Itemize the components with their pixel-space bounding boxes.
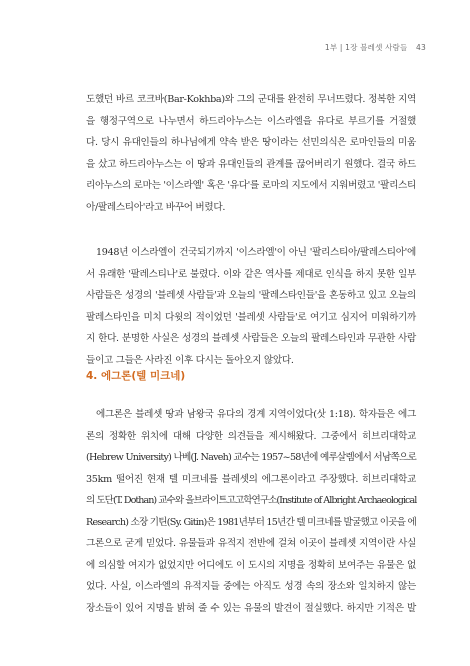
section-heading: 4. 에그론(텔 미크네) — [86, 370, 186, 382]
paragraph-line: 었다. 사실, 이스라엘의 유적지들 중에는 아직도 성경 속의 장소와 일치하지 않는 — [86, 581, 416, 592]
page-number: 43 — [416, 43, 426, 52]
paragraph-3 — [86, 404, 416, 619]
paragraph-line: 지 한다. 분명한 사실은 성경의 블레셋 사람들은 오늘의 팔레스타인과 무관한 사람 — [86, 333, 416, 344]
paragraph-line: Research) 소장 기틴(Sy. Gitin)은 1981년부터 15년간 텔 미크네를 발굴했고 이곳을 에 — [86, 516, 417, 528]
paragraph-1 — [86, 89, 416, 218]
paragraph-line: 장소들이 있어 지명을 밝혀 줄 수 있는 유물의 발견이 절실했다. 하지만 기적은 발 — [86, 602, 416, 614]
paragraph-line: 아/팔레스티아'라고 바꾸어 버렸다. — [86, 201, 226, 213]
paragraph-line: 서 유래한 '팔레스티나'로 불렸다. 이와 같은 역사를 제대로 인식을 하지 못한 일부 — [86, 268, 416, 280]
paragraph-line: 리아누스의 로마는 '이스라엘' 혹은 '유다'를 로마의 지도에서 지워버렸고 '팔리스티 — [86, 180, 416, 191]
paragraph-line: 에그론은 블레셋 땅과 남왕국 유다의 경계 지역이었다(삿 1:18). 학자들은 에그 — [96, 409, 416, 420]
paragraph-line: 팔레스타인을 미치 다윗의 적이었던 '블레셋 사람들'로 여기고 심지어 미워하기까 — [86, 311, 416, 323]
paragraph-line: (Hebrew University) 나베(J. Naveh) 교수는 1957~58년에 예루살렘에서 서남쪽으로 — [86, 452, 416, 463]
paragraph-line: 을 샀고 하드리아누스는 이 땅과 유대인들의 관계를 끊어버리기 원했다. 결국 하드 — [86, 158, 416, 170]
paragraph-line: 론의 정확한 위치에 대해 다양한 의견들을 제시해왔다. 그중에서 히브리대학교 — [86, 430, 416, 442]
paragraph-line: 의 도단(T. Dothan) 교수와 올브라이트고고학연구소(Institute of Albright Archaeological — [86, 495, 417, 506]
paragraph-line: 도했던 바르 코크바(Bar-Kokhba)와 그의 군대를 완전히 무너뜨렸다. 정복한 지역 — [86, 94, 416, 105]
paragraph-line: 들이고 그들은 사라진 이후 다시는 돌아오지 않았다. — [86, 354, 294, 366]
running-header — [325, 42, 426, 53]
paragraph-line: 을 행정구역으로 나누면서 하드리아누스는 이스라엘을 유다로 부르기를 거절했 — [86, 115, 416, 127]
running-title: 1부 | 1장 블레셋 사람들 — [324, 43, 408, 52]
paragraph-line: 그론으로 굳게 믿었다. 유물들과 유적지 전반에 걸쳐 이곳이 블레셋 지역이란 사실 — [86, 538, 416, 549]
paragraph-line: 에 의심할 여지가 없었지만 어디에도 이 도시의 지명을 정확히 보여주는 유물은 없 — [86, 559, 416, 571]
paragraph-line: 1948년 이스라엘이 건국되기까지 '이스라엘'이 아닌 '팔리스티아/팔레스티아'에 — [96, 247, 416, 258]
paragraph-line: 다. 당시 유대인들의 하나님에게 약속 받은 땅이라는 선민의식은 로마인들의 미움 — [86, 137, 416, 148]
paragraph-2 — [86, 242, 416, 371]
paragraph-line: 35km 떨어진 현재 텔 미크네를 블레셋의 에그론이라고 주장했다. 히브리대학교 — [86, 473, 416, 485]
paragraph-line: 사람들은 성경의 '블레셋 사람들'과 오늘의 '팔레스타인들'을 혼동하고 있고 오늘의 — [86, 290, 416, 301]
